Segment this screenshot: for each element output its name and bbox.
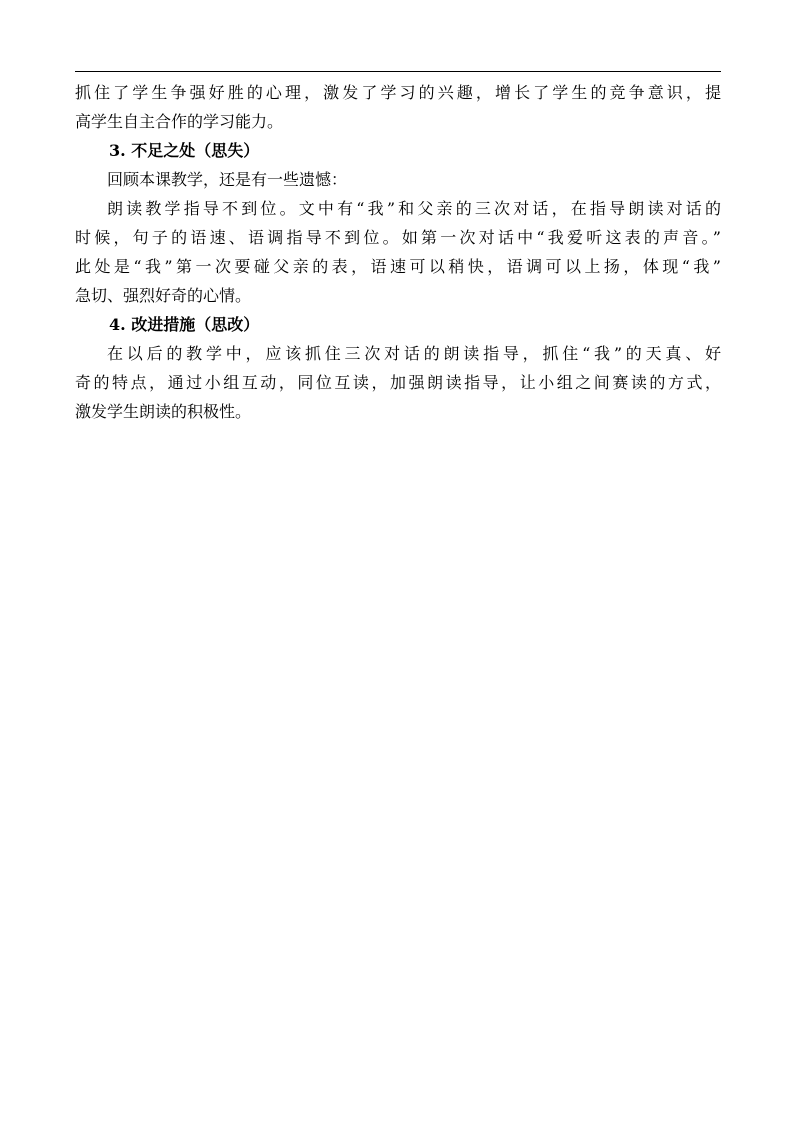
document-body: [75, 78, 721, 426]
paragraph-line: 朗读教学指导不到位。文中有“我”和父亲的三次对话，在指导朗读对话的: [107, 199, 721, 218]
paragraph-line: 急切、强烈好奇的心情。: [75, 286, 252, 305]
paragraph-line: 时候，句子的语速、语调指导不到位。如第一次对话中“我爱听这表的声音。”: [75, 228, 721, 247]
section-intro: 回顾本课教学，还是有一些遗憾：: [107, 170, 348, 189]
paragraph-line: 激发学生朗读的积极性。: [75, 402, 252, 421]
paragraph-line: 此处是“我”第一次要碰父亲的表，语速可以稍快，语调可以上扬，体现“我”: [75, 257, 721, 276]
paragraph-line: 在以后的教学中，应该抓住三次对话的朗读指导，抓住“我”的天真、好: [107, 344, 721, 363]
section-heading-4: 4. 改进措施（思改）: [109, 315, 260, 334]
section-heading-3: 3. 不足之处（思失）: [109, 141, 260, 160]
paragraph-line: 抓住了学生争强好胜的心理，激发了学习的兴趣，增长了学生的竞争意识，提: [75, 83, 721, 102]
header-rule: [75, 71, 721, 72]
paragraph-line: 高学生自主合作的学习能力。: [75, 112, 284, 131]
paragraph-line: 奇的特点，通过小组互动，同位互读，加强朗读指导，让小组之间赛读的方式，: [75, 373, 721, 392]
